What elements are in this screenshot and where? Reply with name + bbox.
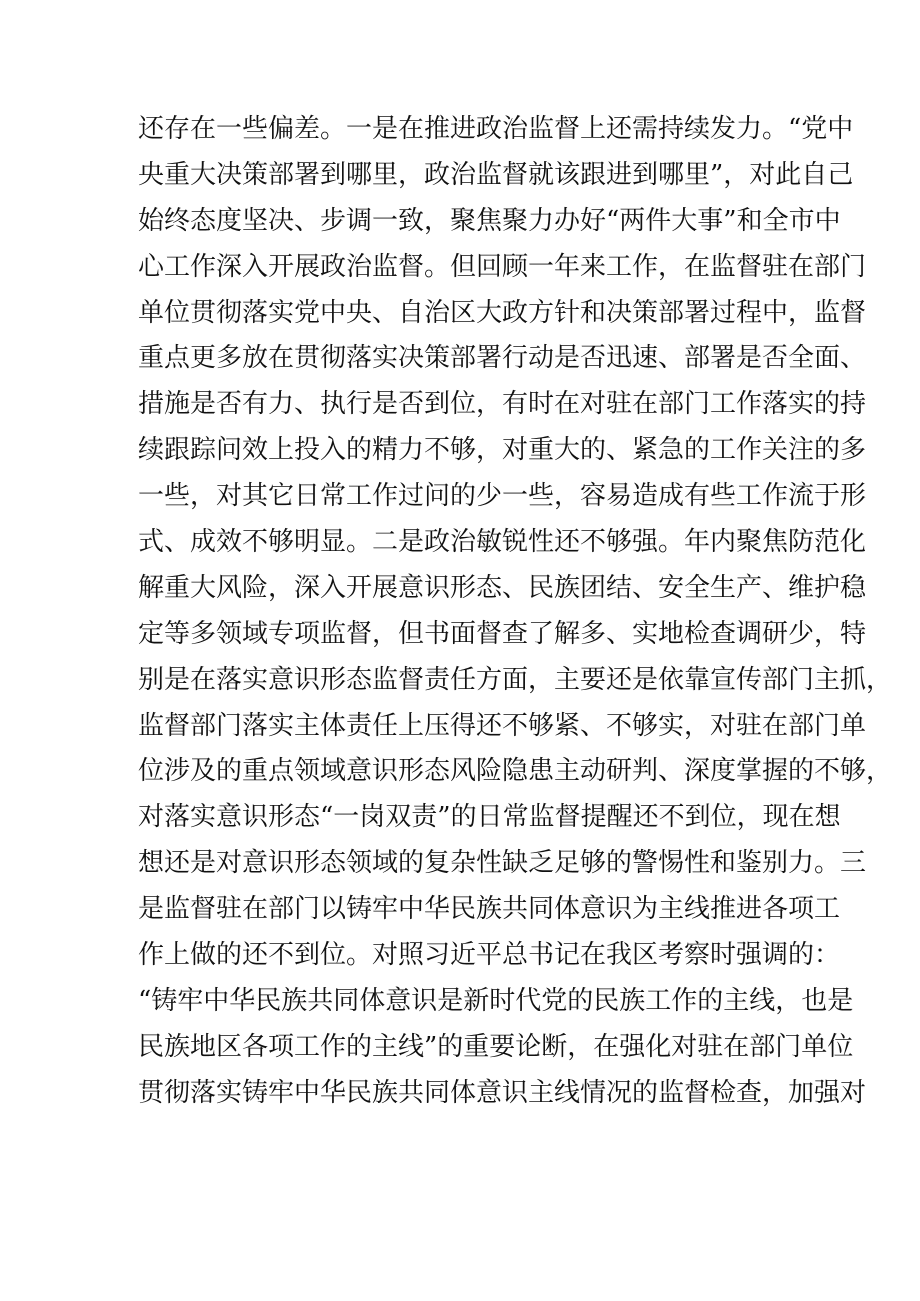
text-line: 作上做的还不到位。对照习近平总书记在我区考察时强调的： [138, 940, 841, 971]
text-line: “铸牢中华民族共同体意识是新时代党的民族工作的主线，也是 [138, 985, 854, 1016]
text-line: 对落实意识形态“一岗双责”的日常监督提醒还不到位，现在想 [138, 802, 841, 833]
text-line: 措施是否有力、执行是否到位，有时在对驻在部门工作落实的持 [138, 389, 867, 420]
text-line: 定等多领域专项监督，但书面督查了解多、实地检查调研少，特 [138, 618, 867, 649]
text-line: 贯彻落实铸牢中华民族共同体意识主线情况的监督检查，加强对 [138, 1077, 867, 1108]
text-line: 式、成效不够明显。二是政治敏锐性还不够强。年内聚焦防范化 [138, 527, 867, 558]
text-line: 单位贯彻落实党中央、自治区大政方针和决策部署过程中，监督 [138, 297, 867, 328]
text-line: 一些，对其它日常工作过问的少一些，容易造成有些工作流于形 [138, 481, 867, 512]
body-text [138, 107, 893, 1117]
text-line: 重点更多放在贯彻落实决策部署行动是否迅速、部署是否全面、 [138, 343, 867, 374]
text-line: 续跟踪问效上投入的精力不够，对重大的、紧急的工作关注的多 [138, 435, 867, 466]
text-line: 心工作深入开展政治监督。但回顾一年来工作，在监督驻在部门 [138, 251, 867, 282]
text-line: 始终态度坚决、步调一致，聚焦聚力办好“两件大事”和全市中 [138, 205, 841, 236]
text-line: 别是在落实意识形态监督责任方面，主要还是依靠宣传部门主抓， [138, 664, 893, 695]
text-line: 央重大决策部署到哪里，政治监督就该跟进到哪里”，对此自己 [138, 159, 854, 190]
text-line: 监督部门落实主体责任上压得还不够紧、不够实，对驻在部门单 [138, 710, 867, 741]
text-line: 是监督驻在部门以铸牢中华民族共同体意识为主线推进各项工 [138, 894, 841, 925]
text-line: 位涉及的重点领域意识形态风险隐患主动研判、深度掌握的不够， [138, 756, 893, 787]
text-line: 解重大风险，深入开展意识形态、民族团结、安全生产、维护稳 [138, 572, 867, 603]
text-line: 民族地区各项工作的主线”的重要论断，在强化对驻在部门单位 [138, 1031, 854, 1062]
text-line: 想还是对意识形态领域的复杂性缺乏足够的警惕性和鉴别力。三 [138, 848, 867, 879]
text-line: 还存在一些偏差。一是在推进政治监督上还需持续发力。“党中 [138, 114, 854, 144]
